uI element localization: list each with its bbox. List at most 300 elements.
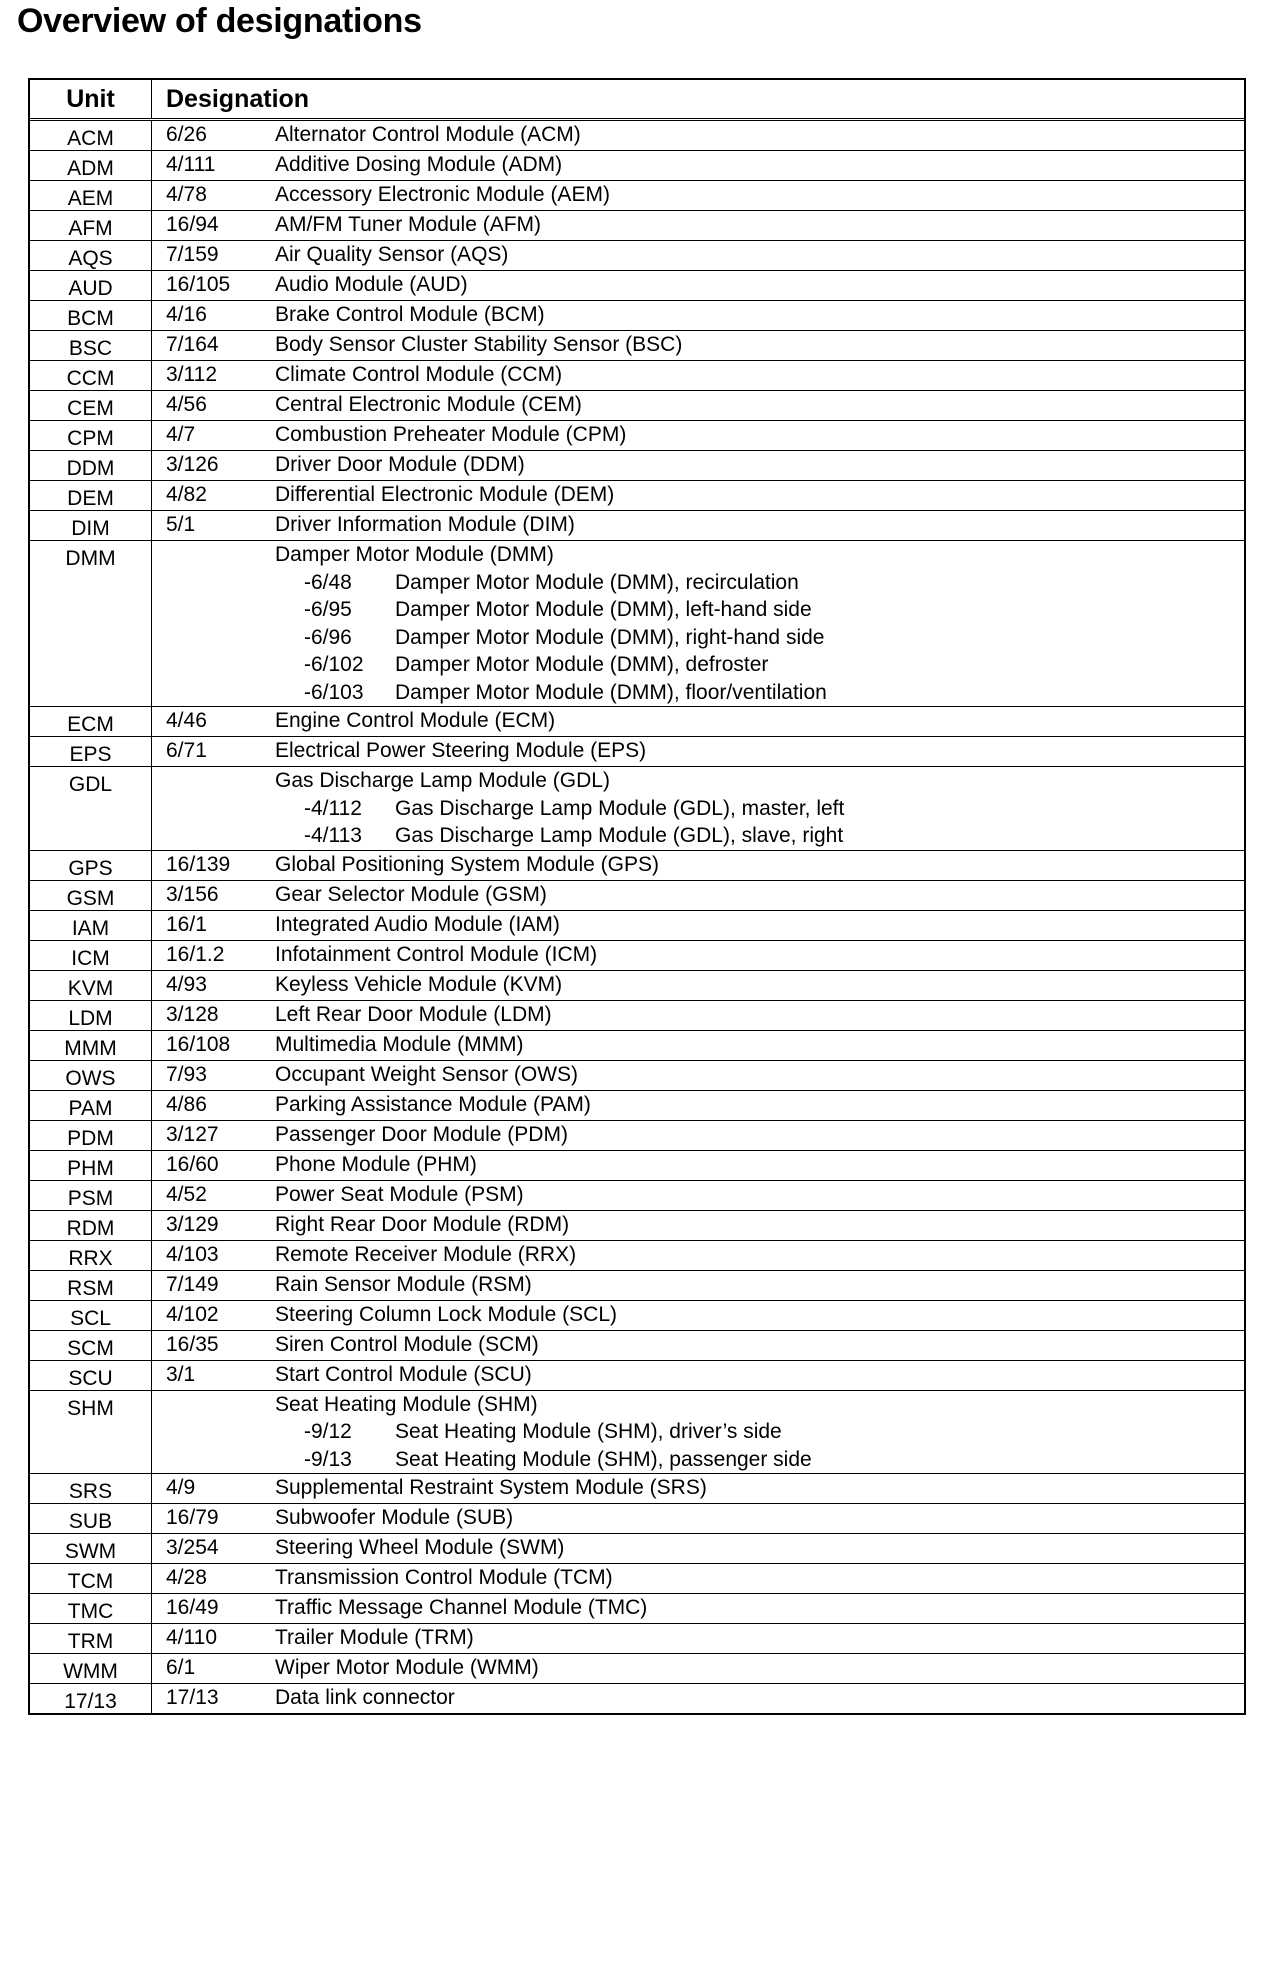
unit-cell: CCM (30, 361, 152, 390)
table-row (30, 330, 1244, 360)
designation-name: Global Positioning System Module (GPS) (275, 852, 659, 876)
designation-name: Integrated Audio Module (IAM) (275, 912, 560, 936)
table-row (30, 1563, 1244, 1593)
designation-line (152, 881, 1244, 909)
unit-cell: RSM (30, 1271, 152, 1300)
designation-line (152, 851, 1244, 879)
designation-cell (152, 181, 1244, 210)
designation-cell (152, 881, 1244, 910)
designation-number: 3/128 (166, 1002, 219, 1026)
designation-number: 7/93 (166, 1062, 207, 1086)
sub-designation-line (152, 624, 1244, 652)
table-row (30, 706, 1244, 736)
designation-cell (152, 481, 1244, 510)
unit-cell: BSC (30, 331, 152, 360)
table-row (30, 300, 1244, 330)
designation-name: Occupant Weight Sensor (OWS) (275, 1062, 579, 1086)
unit-cell: SUB (30, 1504, 152, 1533)
sub-designation-name: Damper Motor Module (DMM), defroster (395, 653, 769, 676)
unit-cell: AUD (30, 271, 152, 300)
designation-number: 6/71 (166, 739, 207, 762)
designation-number: 4/9 (166, 1476, 196, 1499)
table-row (30, 1120, 1244, 1150)
designation-number: 4/56 (166, 393, 207, 416)
designation-cell (152, 1684, 1244, 1713)
designation-name: Power Seat Module (PSM) (275, 1182, 524, 1206)
designation-line (152, 1181, 1244, 1209)
designation-cell (152, 1331, 1244, 1360)
table-row (30, 736, 1244, 766)
designation-name: Damper Motor Module (DMM) (275, 543, 554, 566)
designation-number: 4/93 (166, 972, 207, 996)
designation-line (152, 451, 1244, 479)
designation-number: 16/105 (166, 273, 231, 296)
designation-name: Engine Control Module (ECM) (275, 709, 556, 732)
designation-cell (152, 1241, 1244, 1270)
sub-designation-number: -6/95 (304, 598, 352, 621)
designation-line (152, 1594, 1244, 1622)
sub-designation-name: Damper Motor Module (DMM), right-hand side (395, 625, 825, 649)
unit-cell: WMM (30, 1654, 152, 1683)
designation-line (152, 361, 1244, 389)
unit-cell: MMM (30, 1031, 152, 1060)
designation-cell (152, 241, 1244, 270)
designation-line (152, 1564, 1244, 1592)
unit-cell: SCU (30, 1361, 152, 1390)
designation-number: 3/254 (166, 1536, 219, 1559)
table-row (30, 1653, 1244, 1683)
sub-designation-number: -6/48 (304, 570, 352, 594)
designation-cell (152, 1061, 1244, 1090)
designation-name: AM/FM Tuner Module (AFM) (275, 213, 542, 236)
table-row (30, 118, 1244, 150)
designation-number (152, 541, 275, 569)
designation-name: Body Sensor Cluster Stability Sensor (BSC) (275, 333, 683, 356)
designation-cell (152, 331, 1244, 360)
sub-designation-number: -6/103 (304, 680, 364, 704)
designation-line (152, 151, 1244, 179)
designation-line (152, 1624, 1244, 1652)
designation-line (152, 121, 1244, 149)
sub-designation-number: -9/12 (304, 1420, 352, 1443)
table-row (30, 240, 1244, 270)
designation-cell (152, 1091, 1244, 1120)
designation-line (152, 941, 1244, 969)
designation-cell (152, 1001, 1244, 1030)
table-row (30, 880, 1244, 910)
designation-number: 3/156 (166, 882, 219, 906)
designation-cell (152, 941, 1244, 970)
table-row (30, 1503, 1244, 1533)
unit-cell: AFM (30, 211, 152, 240)
table-row (30, 1060, 1244, 1090)
table-row (30, 270, 1244, 300)
designation-cell (152, 421, 1244, 450)
designation-line (152, 1301, 1244, 1329)
designation-number: 7/164 (166, 333, 219, 356)
table-row (30, 450, 1244, 480)
sub-designation-name: Damper Motor Module (DMM), left-hand side (395, 598, 812, 621)
designation-name: Transmission Control Module (TCM) (275, 1566, 613, 1589)
designation-number: 16/94 (166, 213, 219, 236)
designation-line (152, 271, 1244, 299)
designation-cell (152, 1121, 1244, 1150)
designation-line (152, 737, 1244, 765)
designation-name: Electrical Power Steering Module (EPS) (275, 739, 647, 762)
designation-number: 16/108 (166, 1032, 231, 1056)
unit-cell: BCM (30, 301, 152, 330)
unit-cell: TCM (30, 1564, 152, 1593)
designation-cell (152, 1624, 1244, 1653)
sub-designation-line (152, 651, 1244, 679)
table-row (30, 480, 1244, 510)
unit-cell: PHM (30, 1151, 152, 1180)
designation-number: 4/111 (166, 153, 216, 176)
designation-name: Siren Control Module (SCM) (275, 1332, 539, 1356)
designation-line (152, 1391, 1244, 1419)
designation-number: 4/82 (166, 483, 207, 506)
designation-number: 16/1 (166, 912, 207, 936)
sub-designation-number: -6/96 (304, 625, 352, 649)
table-row (30, 766, 1244, 850)
designation-number: 4/7 (166, 423, 196, 446)
unit-cell: SCL (30, 1301, 152, 1330)
unit-cell: OWS (30, 1061, 152, 1090)
unit-cell: CPM (30, 421, 152, 450)
designation-name: Combustion Preheater Module (CPM) (275, 423, 627, 446)
designation-line (152, 707, 1244, 735)
table-row (30, 1533, 1244, 1563)
unit-cell: SCM (30, 1331, 152, 1360)
designation-cell (152, 151, 1244, 180)
sub-designation-name: Seat Heating Module (SHM), driver’s side (395, 1420, 782, 1443)
unit-cell: ADM (30, 151, 152, 180)
unit-cell: IAM (30, 911, 152, 940)
designation-cell (152, 1504, 1244, 1533)
designation-line (152, 1474, 1244, 1502)
sub-designation-name: Seat Heating Module (SHM), passenger side (395, 1447, 812, 1471)
designation-cell (152, 767, 1244, 850)
unit-cell: SHM (30, 1391, 152, 1474)
designation-line (152, 1654, 1244, 1682)
sub-designation-name: Damper Motor Module (DMM), floor/ventilation (395, 680, 827, 704)
designation-name: Traffic Message Channel Module (TMC) (275, 1596, 648, 1619)
designation-cell (152, 911, 1244, 940)
designation-number: 3/1 (166, 1362, 196, 1386)
designation-line (152, 211, 1244, 239)
designation-name: Gear Selector Module (GSM) (275, 882, 547, 906)
designation-line (152, 1684, 1244, 1712)
designation-name: Steering Column Lock Module (SCL) (275, 1302, 617, 1326)
unit-cell: RRX (30, 1241, 152, 1270)
designation-number: 4/103 (166, 1242, 219, 1266)
unit-cell: SRS (30, 1474, 152, 1503)
designation-name: Supplemental Restraint System Module (SRS) (275, 1476, 707, 1499)
designation-line (152, 1504, 1244, 1532)
table-row (30, 420, 1244, 450)
sub-designation-line (152, 1446, 1244, 1474)
table-row (30, 1090, 1244, 1120)
designation-name: Gas Discharge Lamp Module (GDL) (275, 769, 610, 792)
designation-cell (152, 707, 1244, 736)
table-row (30, 940, 1244, 970)
unit-cell: GPS (30, 851, 152, 880)
designation-name: Left Rear Door Module (LDM) (275, 1002, 552, 1026)
designation-number: 4/28 (166, 1566, 207, 1589)
table-row (30, 1683, 1244, 1713)
designation-cell (152, 1594, 1244, 1623)
table-row (30, 1360, 1244, 1390)
table-row (30, 850, 1244, 880)
designation-name: Subwoofer Module (SUB) (275, 1506, 514, 1529)
table-row (30, 1240, 1244, 1270)
designation-line (152, 1271, 1244, 1299)
unit-cell: PAM (30, 1091, 152, 1120)
designation-cell (152, 211, 1244, 240)
designation-cell (152, 121, 1244, 150)
designation-line (152, 1211, 1244, 1239)
designation-line (152, 1361, 1244, 1389)
sub-designation-line (152, 679, 1244, 707)
designation-line (152, 181, 1244, 209)
designation-name: Steering Wheel Module (SWM) (275, 1536, 565, 1559)
designation-cell (152, 1534, 1244, 1563)
table-row (30, 1000, 1244, 1030)
designation-line (152, 1241, 1244, 1269)
designation-name: Remote Receiver Module (RRX) (275, 1242, 577, 1266)
designation-line (152, 1534, 1244, 1562)
designation-number: 5/1 (166, 513, 196, 536)
designation-number: 3/127 (166, 1122, 219, 1146)
designation-cell (152, 1031, 1244, 1060)
designation-number: 16/60 (166, 1152, 219, 1176)
header-designation: Designation (166, 85, 310, 113)
designation-line (152, 1001, 1244, 1029)
unit-cell: PDM (30, 1121, 152, 1150)
designation-number (152, 767, 275, 795)
designation-name: Wiper Motor Module (WMM) (275, 1656, 539, 1679)
designation-line (152, 911, 1244, 939)
designation-cell (152, 1391, 1244, 1474)
designation-number: 16/79 (166, 1506, 219, 1529)
table-header-row (30, 80, 1244, 118)
sub-designation-name: Gas Discharge Lamp Module (GDL), slave, right (395, 824, 844, 847)
designation-number: 6/26 (166, 123, 207, 146)
designation-number: 3/126 (166, 453, 219, 476)
designation-line (152, 511, 1244, 539)
sub-designation-line (152, 596, 1244, 624)
designation-line (152, 1031, 1244, 1059)
table-row (30, 1270, 1244, 1300)
designation-cell (152, 1301, 1244, 1330)
unit-cell: DDM (30, 451, 152, 480)
designation-cell (152, 1361, 1244, 1390)
designation-cell (152, 511, 1244, 540)
page-title: Overview of designations (17, 2, 422, 40)
table-row (30, 910, 1244, 940)
designation-name: Alternator Control Module (ACM) (275, 123, 581, 146)
designation-number: 17/13 (166, 1686, 219, 1709)
sub-designation-number: -6/102 (304, 653, 364, 676)
designation-line (152, 331, 1244, 359)
designation-cell (152, 541, 1244, 706)
designation-line (152, 1061, 1244, 1089)
table-row (30, 510, 1244, 540)
designation-number (152, 1391, 275, 1419)
designation-line (152, 1091, 1244, 1119)
designation-cell (152, 1271, 1244, 1300)
sub-designation-number: -4/112 (304, 796, 362, 820)
designation-cell (152, 301, 1244, 330)
designation-name: Data link connector (275, 1686, 455, 1709)
designation-number: 4/102 (166, 1302, 219, 1326)
designation-number: 4/110 (166, 1626, 217, 1649)
designation-name: Phone Module (PHM) (275, 1152, 477, 1176)
designation-number: 4/46 (166, 709, 207, 732)
designation-line (152, 301, 1244, 329)
designation-name: Differential Electronic Module (DEM) (275, 483, 615, 506)
designation-cell (152, 361, 1244, 390)
sub-designation-name: Gas Discharge Lamp Module (GDL), master, left (395, 796, 845, 820)
designation-line (152, 241, 1244, 269)
table-row (30, 180, 1244, 210)
unit-cell: EPS (30, 737, 152, 766)
unit-cell: 17/13 (30, 1684, 152, 1713)
table-row (30, 1473, 1244, 1503)
table-row (30, 1030, 1244, 1060)
designation-cell (152, 451, 1244, 480)
designation-number: 4/16 (166, 303, 207, 326)
table-row (30, 1210, 1244, 1240)
designation-number: 16/49 (166, 1596, 219, 1619)
designation-name: Start Control Module (SCU) (275, 1362, 532, 1386)
designation-cell (152, 271, 1244, 300)
designation-line (152, 767, 1244, 795)
designation-name: Multimedia Module (MMM) (275, 1032, 524, 1056)
unit-cell: SWM (30, 1534, 152, 1563)
designation-number: 4/78 (166, 183, 207, 206)
designation-name: Air Quality Sensor (AQS) (275, 243, 509, 266)
designation-number: 6/1 (166, 1656, 196, 1679)
table-row (30, 150, 1244, 180)
designation-name: Additive Dosing Module (ADM) (275, 153, 563, 176)
designation-name: Seat Heating Module (SHM) (275, 1392, 538, 1416)
table-row (30, 1593, 1244, 1623)
designation-line (152, 541, 1244, 569)
designation-cell (152, 1211, 1244, 1240)
header-unit: Unit (30, 80, 152, 118)
designation-number: 3/129 (166, 1212, 219, 1236)
designation-name: Audio Module (AUD) (275, 273, 468, 296)
table-row (30, 390, 1244, 420)
table-row (30, 360, 1244, 390)
unit-cell: ACM (30, 121, 152, 150)
sub-designation-line (152, 1418, 1244, 1446)
designation-cell (152, 1151, 1244, 1180)
sub-designation-line (152, 822, 1244, 850)
designation-cell (152, 1181, 1244, 1210)
unit-cell: RDM (30, 1211, 152, 1240)
designation-line (152, 971, 1244, 999)
designation-name: Rain Sensor Module (RSM) (275, 1272, 532, 1296)
designation-cell (152, 1654, 1244, 1683)
designation-number: 16/139 (166, 852, 231, 876)
designation-number: 7/149 (166, 1272, 219, 1296)
unit-cell: GSM (30, 881, 152, 910)
designation-number: 7/159 (166, 243, 219, 266)
unit-cell: ICM (30, 941, 152, 970)
unit-cell: AEM (30, 181, 152, 210)
designation-cell (152, 1474, 1244, 1503)
sub-designation-line (152, 795, 1244, 823)
designation-name: Accessory Electronic Module (AEM) (275, 183, 610, 206)
designation-name: Central Electronic Module (CEM) (275, 393, 582, 416)
unit-cell: KVM (30, 971, 152, 1000)
designation-cell (152, 851, 1244, 880)
unit-cell: TRM (30, 1624, 152, 1653)
unit-cell: DIM (30, 511, 152, 540)
designation-name: Climate Control Module (CCM) (275, 363, 563, 386)
designation-name: Right Rear Door Module (RDM) (275, 1212, 570, 1236)
designation-cell (152, 971, 1244, 1000)
designation-line (152, 1151, 1244, 1179)
table-body (30, 118, 1244, 1713)
unit-cell: ECM (30, 707, 152, 736)
designation-name: Trailer Module (TRM) (275, 1626, 474, 1649)
sub-designation-number: -9/13 (304, 1447, 352, 1471)
unit-cell: LDM (30, 1001, 152, 1030)
unit-cell: CEM (30, 391, 152, 420)
designation-name: Driver Information Module (DIM) (275, 513, 575, 536)
designation-line (152, 1331, 1244, 1359)
designation-line (152, 481, 1244, 509)
unit-cell: GDL (30, 767, 152, 850)
unit-cell: PSM (30, 1181, 152, 1210)
designation-line (152, 421, 1244, 449)
designation-number: 4/86 (166, 1092, 207, 1116)
unit-cell: DEM (30, 481, 152, 510)
sub-designation-number: -4/113 (304, 824, 362, 847)
table-row (30, 1623, 1244, 1653)
designation-cell (152, 391, 1244, 420)
designation-number: 4/52 (166, 1182, 207, 1206)
sub-designation-name: Damper Motor Module (DMM), recirculation (395, 570, 799, 594)
designation-line (152, 391, 1244, 419)
table-row (30, 540, 1244, 706)
table-row (30, 210, 1244, 240)
designation-number: 16/35 (166, 1332, 219, 1356)
table-row (30, 1330, 1244, 1360)
designation-name: Passenger Door Module (PDM) (275, 1122, 568, 1146)
table-row (30, 1390, 1244, 1474)
table-row (30, 1300, 1244, 1330)
designation-name: Infotainment Control Module (ICM) (275, 942, 598, 966)
designation-cell (152, 1564, 1244, 1593)
unit-cell: TMC (30, 1594, 152, 1623)
unit-cell: AQS (30, 241, 152, 270)
designation-line (152, 1121, 1244, 1149)
unit-cell: DMM (30, 541, 152, 706)
designation-number: 16/1.2 (166, 942, 225, 966)
designation-name: Keyless Vehicle Module (KVM) (275, 972, 563, 996)
designation-name: Parking Assistance Module (PAM) (275, 1092, 591, 1116)
table-row (30, 1180, 1244, 1210)
designation-cell (152, 737, 1244, 766)
designation-name: Brake Control Module (BCM) (275, 303, 545, 326)
table-row (30, 970, 1244, 1000)
table-row (30, 1150, 1244, 1180)
designations-table (28, 78, 1246, 1715)
